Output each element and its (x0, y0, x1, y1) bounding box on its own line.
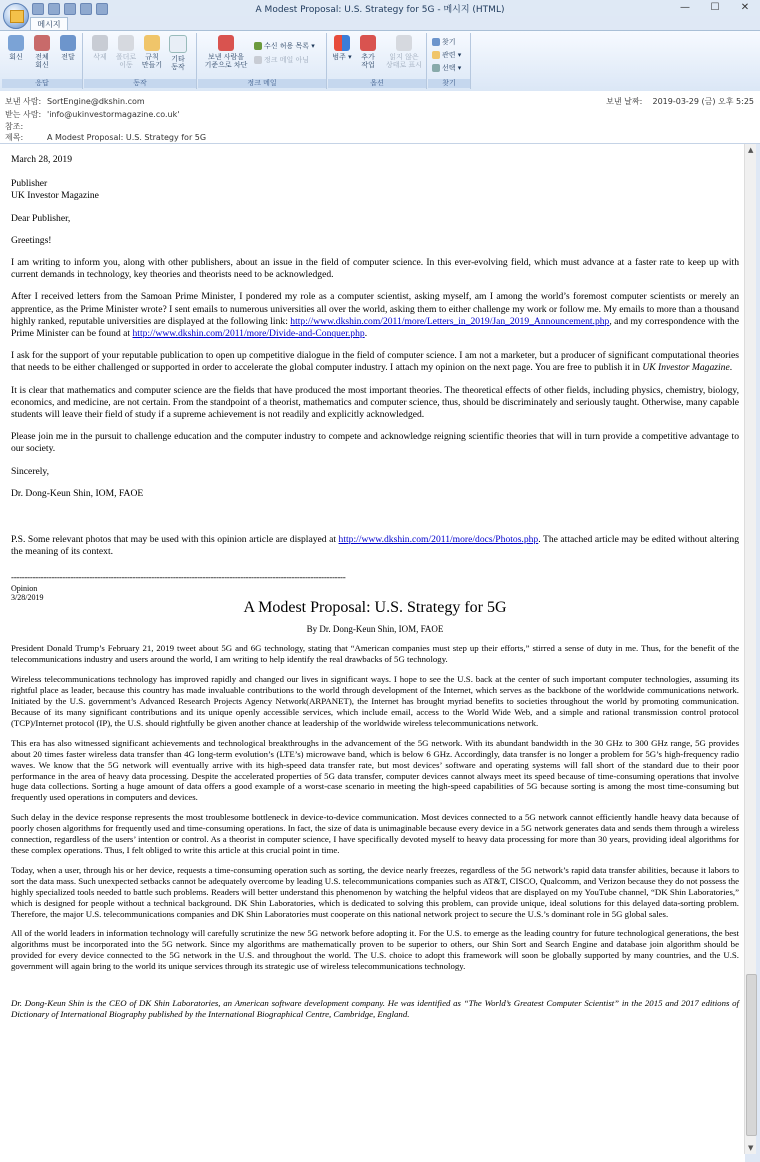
group-respond (2, 33, 83, 89)
cc-row: 참조: (5, 122, 24, 131)
other-actions-button[interactable]: 기타 동작 (166, 35, 190, 71)
select-button[interactable]: 선택 ▾ (432, 63, 461, 73)
rule-icon (144, 35, 160, 51)
reply-button[interactable]: 회신 (4, 35, 28, 61)
minimize-button[interactable]: — (680, 2, 690, 13)
vertical-scrollbar[interactable] (744, 144, 756, 1154)
group-options (328, 33, 427, 89)
group-label-find: 찾기 (428, 79, 470, 88)
related-icon (432, 51, 440, 59)
article-paragraph: This era has also witnessed significant achievements and technological breakthroughs in the advancement of the 5G network. With its abundant bandwidth in the 30 GHz to 300 GHz range, 5G provides about 20 times faster wireless data transfer than 4G long-term evolution’s (LTE’s) microwave band, which is below 6 GHz. Accordingly, data transfer is no longer a problem for 5G’s high-frequency radio waves. We know that the 5G network will eventually arrive with its high-speed data transfer rate, but most devices’ software and operating systems will fall short of the standard due to their poor performance in the area of heavy data processing. Despite the accelerated properties of 5G data transfer, computer devices cannot always meet its speed because of time-consuming operations that involve huge data collections. Sorting a huge amount of data offers a good example of a worst-case scenario in meeting the high-speed capabilities of 5G because sorting is among the most time-consuming but frequently used operations in computers and devices. (11, 737, 739, 803)
safe-list-menu[interactable]: 수신 허용 목록 ▾ (254, 41, 315, 51)
flag-icon (360, 35, 376, 51)
ribbon (0, 30, 760, 92)
letter-paragraph: I am writing to inform you, along with other publishers, about an issue in the field of computer science. In this ever-evolving field, which must advance at a faster rate to keep up with current demands in technology, key theories and theorists need to be acknowledged. (11, 257, 739, 281)
title-bar (0, 0, 760, 16)
delete-button[interactable]: 삭제 (88, 35, 112, 61)
binoculars-icon (432, 38, 440, 46)
message-header (0, 91, 760, 144)
block-icon (218, 35, 234, 51)
article-kind: Opinion (11, 584, 38, 594)
message-body (0, 144, 745, 1162)
safe-list-icon (254, 42, 262, 50)
forward-button[interactable]: 전달 (56, 35, 80, 61)
forward-icon (60, 35, 76, 51)
addressee-line-1: Publisher (11, 178, 48, 190)
scrollbar-thumb[interactable] (746, 974, 757, 1136)
to-row: 받는 사람: 'info@ukinvestormagazine.co.uk' (5, 110, 180, 119)
closing: Sincerely, (11, 465, 50, 477)
article-paragraph: Today, when a user, through his or her device, requests a time-consuming operation such as sorting, the device nearly freezes, regardless of the 5G network’s rapid data transfer abilities, because it labors to sort the data mass. Such unexpected setbacks cannot be adequately overcome by leading U.S. telecommunications companies such as AT&T, CISCO, Qualcomm, and Verizon because they do not possess the highly specialized tools needed to battle such problems. Readers will better understand this phenomenon by watching the helpful videos that are displayed on my YouTube channel, “DK Shin Laboratories,” which is designed for people without a technical background. DK Shin Laboratories, which is dedicated to solving this problem, can provide unique, ideal solutions for this delayed data-sorting problem. Therefore, the major U.S. telecommunications companies and DK Shin Laboratories must cooperate on this national network project to secure the U.S.’s dominant role in 5G global sales. (11, 864, 739, 919)
document-icon (169, 35, 187, 53)
sent-date: 보낸 날짜: 2019-03-29 (금) 오후 5:25 (606, 97, 754, 106)
group-actions (84, 33, 197, 89)
group-label-respond: 응답 (2, 79, 82, 88)
follow-up-button[interactable]: 추가 작업 (356, 35, 380, 69)
office-logo-icon (10, 10, 24, 23)
article-byline: By Dr. Dong-Keun Shin, IOM, FAOE (306, 624, 444, 635)
article-date: 3/28/2019 (11, 593, 44, 603)
create-rule-button[interactable]: 규칙 만들기 (140, 35, 164, 69)
article-paragraph: Such delay in the device response represents the most troublesome bottleneck in device-to-device communication. Most devices connected to a 5G network cannot efficiently handle heavy data because of poorly chosen algorithms for frequently used and time-consuming operations. In fact, the size of data is unimaginable because every device in a 5G network generates data and sends them through a wireless connection, regardless of the users’ intention or control. As a theorist in computer science, I have specifically devoted myself to heavy data processing for more than 30 years, providing ideal algorithms for these complex operations. Thus, I felt obliged to write this article at this crucial point in time. (11, 812, 739, 855)
categorize-icon (334, 35, 350, 51)
article-title: A Modest Proposal: U.S. Strategy for 5G (243, 599, 507, 617)
letter-paragraph: After I received letters from the Samoan Prime Minister, I pondered my role as a computer scientist, asking myself, am I among the world’s foremost computer scientists or merely an apprentice, as the Prime Minister wrote? I sent emails to numerous universities all over the world, asking them to either challenge my work or follow me. My emails to more than a thousand highly ranked, reputable universities are displayed at the following link: http://www.dkshin.com/2011/more/Letters_in_2019/Jan_2019_Announcement.php, and my correspondence with the Prime Minister can be found at http://www.dkshin.com/2011/more/Divide-and-Conquer.php. (11, 291, 739, 340)
from-row: 보낸 사람: SortEngine@dkshin.com (5, 97, 145, 106)
scroll-down-icon[interactable]: ▼ (748, 1144, 754, 1152)
postscript: P.S. Some relevant photos that may be used with this opinion article are displayed at http://www.dkshin.com/2011/more/docs/Photos.php. The attached article may be edited without altering the meaning of its context. (11, 534, 740, 558)
from-value[interactable]: SortEngine@dkshin.com (47, 97, 145, 106)
group-label-junk: 정크 메일 (198, 79, 326, 88)
maximize-button[interactable]: ☐ (710, 2, 720, 13)
separator-line: ---------------------------------------------------------------------------------------------------------------------------- (11, 572, 346, 583)
ribbon-tab-row (0, 16, 760, 30)
close-button[interactable]: ✕ (740, 2, 750, 13)
reply-all-icon (34, 35, 50, 51)
group-junk (198, 33, 327, 89)
find-button[interactable]: 찾기 (432, 37, 456, 47)
article-paragraph: All of the world leaders in information technology will carefully scrutinize the new 5G network before adopting it. For the U.S. to emerge as the leading country for future technological generations, the best algorithms must be incorporated into the 5G network. Since my algorithms are mathematically proven to be superior to others, our Shin Sort and Search Engine and database join algorithm should be provided for every device connected to the 5G network in the U.S. and throughout the world. The U.S. choice to adopt this framework will soon be globally supported by many countries, and the U.S. government will again bring to the world its unique services through its strategic use of wireless telecommunications technology. (11, 928, 739, 972)
article-paragraph: Wireless telecommunications technology has improved rapidly and changed our lives in significant ways. I hope to see the U.S. back at the center of such important computer technologies, assuming its rightful place as leader, because this country has made invaluable contributions to the world through development of the Internet, which serves as the backbone of the worldwide communications network. Initiated by the U.S. government’s Advanced Research Projects Agency Network(ARPANET), the Internet has brought myriad benefits to societies throughout the world by promoting communication. Because of its many significant contributions and its unique openly accessible services, which include email, access to the World Wide Web, and a simple and rational transmission control protocol (TCP)/Internet protocol (IP), the U.S. should rightfully be given another chance at leadership of the worldwide wireless telecommunications network. (11, 674, 739, 728)
group-label-options: 옵션 (328, 79, 426, 88)
announcement-link[interactable]: http://www.dkshin.com/2011/more/Letters_in_2019/Jan_2019_Announcement.php (290, 315, 610, 327)
mark-unread-button[interactable]: 읽지 않은 상태로 표시 (384, 35, 424, 69)
tab-message[interactable]: 메시지 (30, 17, 68, 31)
subject-value: A Modest Proposal: U.S. Strategy for 5G (47, 133, 207, 142)
reply-all-button[interactable]: 전체 회신 (30, 35, 54, 69)
photos-link[interactable]: http://www.dkshin.com/2011/more/docs/Photos.php (338, 534, 539, 546)
not-junk-icon (254, 56, 262, 64)
block-sender-button[interactable]: 보낸 사람을 기준으로 차단 (200, 35, 252, 69)
letter-paragraph: Please join me in the pursuit to challenge education and the computer industry to compete and acknowledge reigning scientific theories that will in turn provide a competitive advantage to our society. (11, 431, 739, 455)
salutation: Dear Publisher, (11, 212, 71, 224)
folder-icon (118, 35, 134, 51)
signature: Dr. Dong-Keun Shin, IOM, FAOE (11, 487, 144, 499)
unread-icon (396, 35, 412, 51)
addressee-line-2: UK Investor Magazine (11, 190, 99, 202)
subject-row: 제목: A Modest Proposal: U.S. Strategy for 5G (5, 133, 207, 142)
window-title: A Modest Proposal: U.S. Strategy for 5G - 메시지 (HTML) (255, 5, 505, 15)
select-icon (432, 64, 440, 72)
delete-icon (92, 35, 108, 51)
move-to-folder-button[interactable]: 폴더로 이동 (114, 35, 138, 69)
article-paragraph: President Donald Trump’s February 21, 2019 tweet about 5G and 6G technology, stating that “American companies must step up their efforts,” stirred a sense of duty in me. Thus, for the benefit of the telecommunications industry and users around the world, I am writing to help identify the real drawbacks of 5G technology. (11, 643, 739, 665)
group-find (428, 33, 471, 89)
to-value[interactable]: 'info@ukinvestormagazine.co.uk' (47, 110, 180, 119)
scroll-up-icon[interactable]: ▲ (748, 146, 754, 154)
group-label-actions: 동작 (84, 79, 196, 88)
categorize-button[interactable]: 범주 ▾ (330, 35, 354, 61)
letter-date: March 28, 2019 (11, 154, 73, 165)
letter-paragraph: It is clear that mathematics and computer science are the fields that have produced the most important theories. The theoretical effects of other fields, including physics, chemistry, biology, economics, and medicine, are not certain. From the standpoint of a theorist, mathematics and computer science, thus, should be discriminately and seriously taught. Otherwise, many capable students will leave their field of study if a supreme achievement is not readily and explicitly acknowledged. (11, 384, 739, 421)
related-button[interactable]: 관련 ▾ (432, 50, 461, 60)
not-junk-button[interactable]: 정크 메일 아님 (254, 55, 309, 65)
greeting: Greetings! (11, 234, 52, 246)
divide-and-conquer-link[interactable]: http://www.dkshin.com/2011/more/Divide-and-Conquer.php (132, 328, 365, 340)
reply-icon (8, 35, 24, 51)
author-bio: Dr. Dong-Keun Shin is the CEO of DK Shin Laboratories, an American software development company. He was identified as “The World’s Greatest Computer Scientist” in the 2015 and 2017 editions of Dictionary of International Biography published by the International Biographical Centre, Cambridge, England. (11, 998, 739, 1019)
office-button[interactable] (3, 3, 29, 29)
letter-paragraph: I ask for the support of your reputable publication to open up competitive dialogue in the field of computer science. I am not a marketer, but a producer of significant computational theories that needs to be either challenged or supported in order to accelerate the global computer industry. I attach my opinion on the next page. You are free to publish it in UK Investor Magazine. (11, 350, 739, 374)
